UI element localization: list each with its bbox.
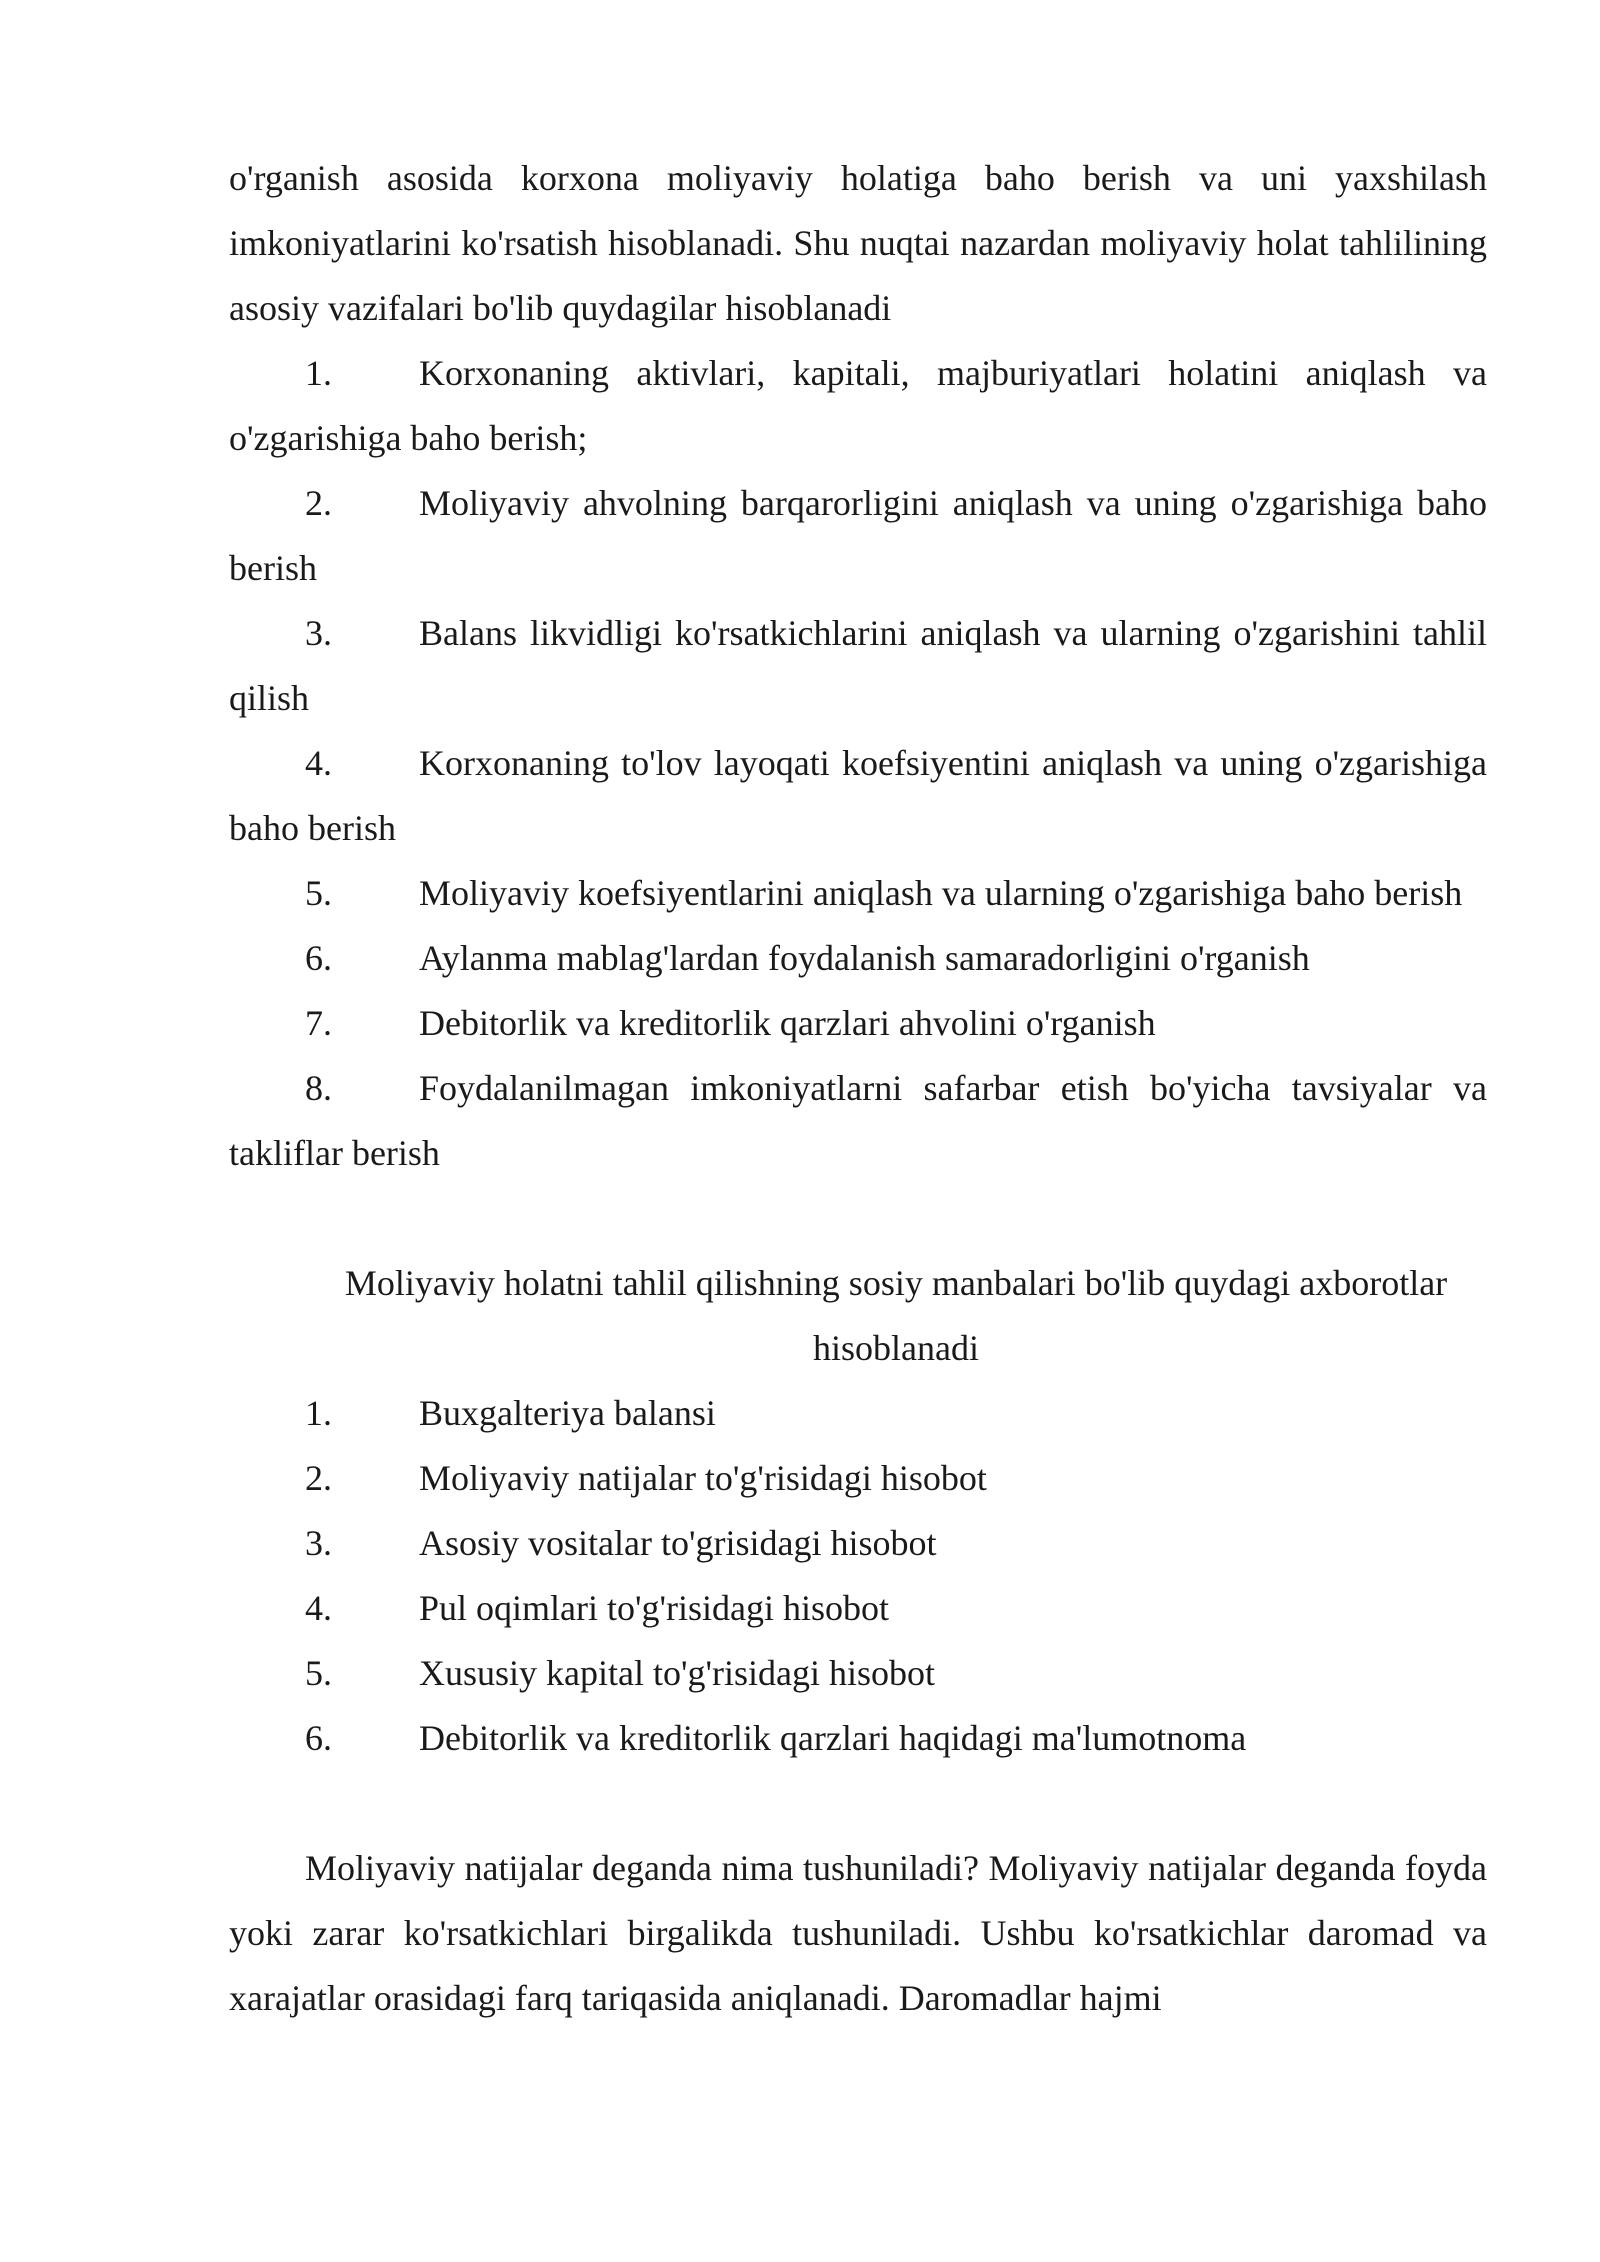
task-item-8	[229, 1056, 1487, 1186]
task-item-6	[229, 926, 1487, 991]
closing-paragraph: Moliyaviy natijalar deganda nima tushuniladi? Moliyaviy natijalar deganda foyda yoki zarar ko'rsatkichlari birgalikda tushuniladi. Ushbu ko'rsatkichlar daromad va xarajatlar orasidagi farq tariqasida aniqlanadi. Daromadlar hajmi	[229, 1848, 1487, 2018]
list-item-text: Aylanma mablag'lardan foydalanish samaradorligini o'rganish	[419, 938, 1310, 978]
task-item-1	[229, 341, 1487, 471]
list-item-text: Pul oqimlari to'g'risidagi hisobot	[419, 1588, 889, 1628]
intro-paragraph: o'rganish asosida korxona moliyaviy holatiga baho berish va uni yaxshilash imkoniyatlarini ko'rsatish hisoblanadi. Shu nuqtai nazardan moliyaviy holat tahlilining asosiy vazifalari bo'lib quydagilar hisoblanadi	[229, 158, 1487, 328]
list-number: 7.	[305, 1003, 332, 1043]
source-item-1	[229, 1381, 1487, 1446]
list-number: 5.	[305, 1653, 332, 1693]
tasks-list	[229, 341, 1487, 1186]
source-item-5	[229, 1641, 1487, 1706]
list-number: 1.	[305, 1393, 332, 1433]
list-number: 2.	[305, 483, 332, 523]
document-page	[229, 146, 1487, 2031]
list-number: 5.	[305, 873, 332, 913]
list-item-text: Moliyaviy ahvolning barqarorligini aniqlash va uning o'zgarishiga baho berish	[229, 483, 1487, 588]
list-item-text: Debitorlik va kreditorlik qarzlari haqidagi ma'lumotnoma	[419, 1718, 1247, 1758]
list-item-text: Debitorlik va kreditorlik qarzlari ahvolini o'rganish	[419, 1003, 1156, 1043]
list-number: 1.	[305, 353, 332, 393]
source-item-4	[229, 1576, 1487, 1641]
list-number: 4.	[305, 743, 332, 783]
list-number: 3.	[305, 1523, 332, 1563]
task-item-7	[229, 991, 1487, 1056]
source-item-6	[229, 1706, 1487, 1771]
list-item-text: Korxonaning to'lov layoqati koefsiyentini aniqlash va uning o'zgarishiga baho berish	[229, 743, 1487, 848]
blank-line	[229, 1771, 1487, 1836]
list-number: 6.	[305, 1718, 332, 1758]
list-item-text: Korxonaning aktivlari, kapitali, majburiyatlari holatini aniqlash va o'zgarishiga baho berish;	[229, 353, 1487, 458]
list-item-text: Asosiy vositalar to'grisidagi hisobot	[419, 1523, 937, 1563]
list-number: 8.	[305, 1068, 332, 1108]
list-number: 3.	[305, 613, 332, 653]
list-item-text: Buxgalteriya balansi	[419, 1393, 716, 1433]
source-item-2	[229, 1446, 1487, 1511]
list-item-text: Balans likvidligi ko'rsatkichlarini aniqlash va ularning o'zgarishini tahlil qilish	[229, 613, 1487, 718]
blank-line	[229, 1186, 1487, 1251]
task-item-4	[229, 731, 1487, 861]
list-item-text: Moliyaviy koefsiyentlarini aniqlash va ularning o'zgarishiga baho berish	[419, 873, 1463, 913]
sources-heading: Moliyaviy holatni tahlil qilishning sosiy manbalari bo'lib quydagi axborotlar hisoblanadi	[344, 1263, 1448, 1368]
task-item-3	[229, 601, 1487, 731]
sources-list	[229, 1381, 1487, 1771]
list-number: 4.	[305, 1588, 332, 1628]
list-item-text: Moliyaviy natijalar to'g'risidagi hisobot	[419, 1458, 987, 1498]
list-number: 2.	[305, 1458, 332, 1498]
task-item-5	[229, 861, 1487, 926]
source-item-3	[229, 1511, 1487, 1576]
list-item-text: Foydalanilmagan imkoniyatlarni safarbar etish bo'yicha tavsiyalar va takliflar berish	[229, 1068, 1487, 1173]
list-item-text: Xususiy kapital to'g'risidagi hisobot	[419, 1653, 935, 1693]
list-number: 6.	[305, 938, 332, 978]
task-item-2	[229, 471, 1487, 601]
